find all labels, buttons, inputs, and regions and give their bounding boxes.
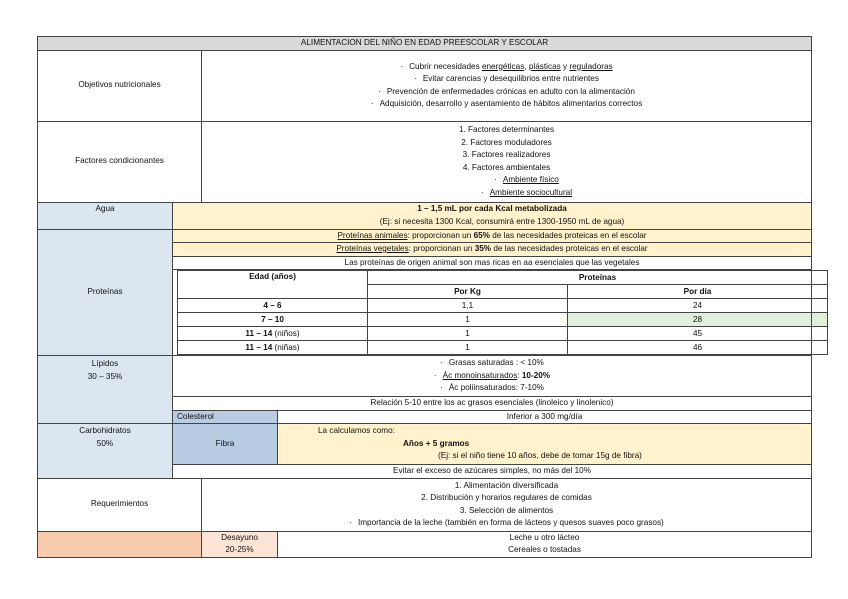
agua-content: 1 – 1,5 mL por cada Kcal metabolizada (Ej: si necesita 1300 Kcal, consumirá entre 1300-1950 mL de agua) xyxy=(173,202,812,229)
proteinas-table-cell xyxy=(173,270,812,356)
factores-item: 4. Factores ambientales xyxy=(462,162,551,172)
proteinas-vegetales: Proteínas vegetales: proporcionan un 35% de las necesidades proteicas en el escolar xyxy=(173,243,812,257)
lipidos-label: Lípidos 30 – 35% xyxy=(38,356,173,424)
requerimientos-content: 1. Alimentación diversificada 2. Distribución y horarios regulares de comidas 3. Selección de alimentos · Importancia de la leche (también en forma de lácteos y quesos suaves poco grasos) xyxy=(202,478,812,531)
fibra-label: Fibra xyxy=(173,424,278,465)
factores-label: Factores condicionantes xyxy=(38,121,202,202)
colesterol-label: Colesterol xyxy=(173,410,278,424)
proteinas-animales: Proteínas animales: proporcionan un 65% de las necesidades proteicas en el escolar xyxy=(173,229,812,243)
list-item: 1. Alimentación diversificada xyxy=(454,480,559,490)
table-row: 11 – 14 (niños) 1 45 xyxy=(178,327,828,341)
requerimientos-label: Requerimientos xyxy=(38,478,202,531)
factores-content: 1. Factores determinantes 2. Factores moduladores 3. Factores realizadores 4. Factores ambientales · Ambiente físico · Ambiente sociocultural xyxy=(202,121,812,202)
table-title: ALIMENTACION DEL NIÑO EN EDAD PREESCOLAR Y ESCOLAR xyxy=(38,37,812,51)
carbohidratos-evitar: Evitar el exceso de azúcares simples, no más del 10% xyxy=(173,465,812,479)
objetivos-content: · Cubrir necesidades energéticas, plásticas y reguladoras · Evitar carencias y desequilibrios entre nutrientes · Prevención de enfermedades crónicas en adulto con la alimentación · Adquisición, desarrollo y asentamiento de hábitos alimentarios correctos xyxy=(202,50,812,121)
proteinas-label: Proteínas xyxy=(38,229,173,356)
factores-item: 2. Factores moduladores xyxy=(461,137,552,147)
factores-sub: Ambiente físico xyxy=(502,175,559,184)
fibra-content: La calculamos como: Años + 5 gramos (Ej: si el niño tiene 10 años, debe de tomar 15g de fibra) xyxy=(278,424,812,465)
table-row: 4 – 6 1,1 24 xyxy=(178,299,828,313)
col-por-kg: Por Kg xyxy=(368,285,568,299)
col-proteinas: Proteínas xyxy=(368,271,828,285)
proteinas-note: Las proteínas de origen animal son mas ricas en aa esenciales que las vegetales xyxy=(173,256,812,270)
nutrition-document xyxy=(37,36,811,558)
desayuno-content: Leche u otro lácteo Cereales o tostadas xyxy=(278,531,812,557)
objetivos-label: Objetivos nutricionales xyxy=(38,50,202,121)
table-row: 11 – 14 (niñas) 1 46 xyxy=(178,341,828,355)
desayuno-swatch xyxy=(38,531,202,557)
agua-label: Agua xyxy=(38,202,173,229)
colesterol-value: Inferior a 300 mg/día xyxy=(278,410,812,424)
list-item: 3. Selección de alimentos xyxy=(459,505,554,515)
factores-item: 3. Factores realizadores xyxy=(462,150,551,159)
factores-sub: Ambiente sociocultural xyxy=(489,187,573,197)
col-por-dia: Por día xyxy=(568,285,828,299)
factores-item: 1. Factores determinantes xyxy=(458,125,555,134)
table-row: 7 – 10 1 28 xyxy=(178,313,828,327)
lipidos-content: · Grasas saturadas : < 10% · Ác monoinsaturados: 10-20% · Ác poliinsaturados: 7-10% xyxy=(173,356,812,397)
col-edad: Edad (años) xyxy=(178,271,368,299)
lipidos-relacion: Relación 5-10 entre los ac grasos esenciales (linoleico y linolenico) xyxy=(173,397,812,411)
nutrition-table xyxy=(37,36,812,558)
desayuno-label: Desayuno 20-25% xyxy=(202,531,278,557)
proteinas-table xyxy=(177,270,828,355)
list-item: 2. Distribución y horarios regulares de comidas xyxy=(421,493,592,502)
carbohidratos-label: Carbohidratos 50% xyxy=(38,424,173,479)
